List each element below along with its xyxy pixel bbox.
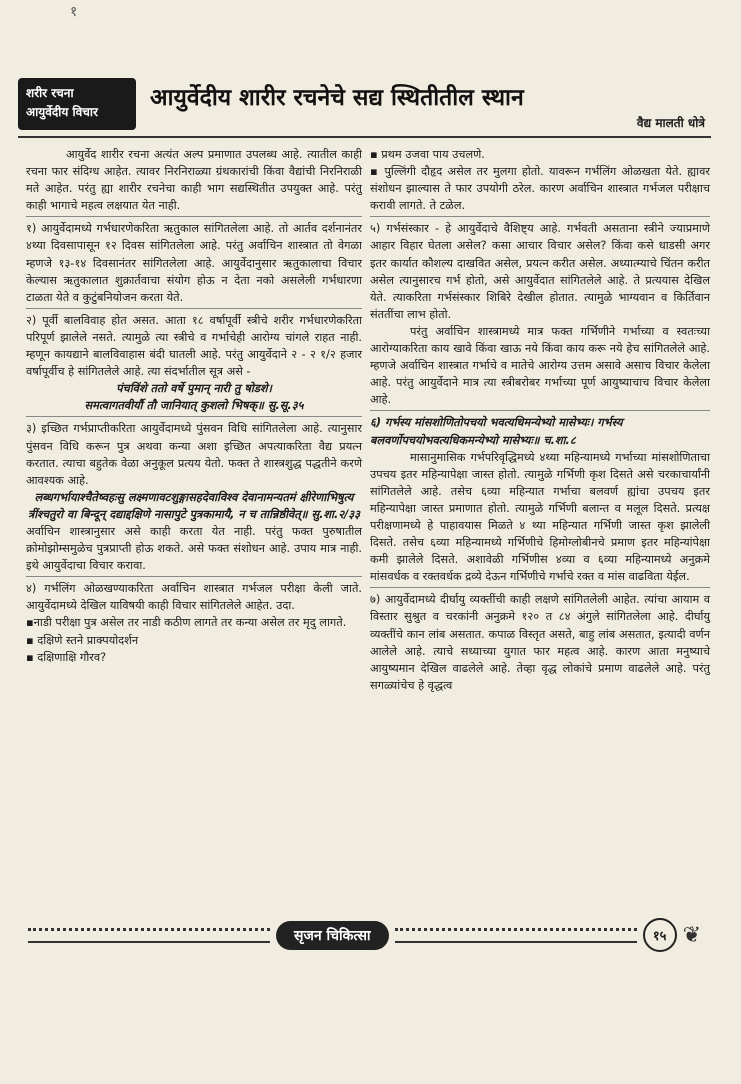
sanskrit-verse: समत्वागतवीर्यौ तौ जानियात् कुशलो भिषक्॥ सु.सू.३५ [84, 399, 304, 413]
section-divider [370, 587, 710, 588]
paragraph: ४) गर्भलिंग ओळखण्याकरिता अर्वाचिन शास्त्रात गर्भजल परीक्षा केली जाते. आयुर्वेदामध्ये देखिल याविषयी काही विचार सांगितलेले आहेत. उदा. [26, 582, 362, 613]
footer-ornament-right [395, 928, 637, 943]
paragraph: ७) आयुर्वेदामध्ये दीर्घायु व्यक्तींची काही लक्षणे सांगितलेली आहेत. त्यांचा आयाम व विस्तार सुश्रुत व चरकांनी अनुक्रमे १२० त ८४ अंगुले सांगितलेला आहे. दीर्घायु व्यक्तींचे कान लांब असतात. कपाळ विस्तृत असते, बाहु लांब असतात, इत्यादी वर्णन आलेले आहे. त्याचे सध्याच्या युगात फार महत्व आहे. कारण आता मनुष्याचे आयुष्यमान देखिल वाढलेले आहे. तेव्हा वृद्ध लोकांचे प्रमाण वाढलेले आहे. परंतु सगळ्यांचेच हे वृद्धत्व [370, 593, 710, 692]
paragraph: ▪ पुल्लिंगी दौहृद असेल तर मुलगा होतो. यावरून गर्भलिंग ओळखता येते. ह्यावर संशोधन झाल्यास ते फार उपयोगी ठरेल. कारण अर्वाचिन शास्त्रात गर्भजल परीक्षाच करावी लागते. ते टळेल. [370, 165, 710, 213]
leaf-icon: ❦ [682, 922, 702, 948]
section-divider [370, 410, 710, 411]
paragraph: ▪ दक्षिणे स्तने प्राक्पयोदर्शन [26, 633, 139, 647]
paragraph: आयुर्वेद शारीर रचना अत्यंत अल्प प्रमाणात उपलब्ध आहे. त्यातील काही रचना फार संदिग्ध आहेत. त्यावर निरनिराळ्या ग्रंथकारांची किंवा वैद्यांची निरनिराळी मते आहेत. परंतु ह्या शारीर रचनेचा काही भाग सद्यस्थितीत उपयुक्त आहे. परंतु काही भागाचे महत्व लक्षयात येत नाही. [26, 148, 362, 213]
section-divider [26, 308, 362, 309]
paragraph: ▪ प्रथम उजवा पाय उचलणे. [370, 148, 485, 161]
page-number: १५ [643, 918, 677, 952]
paragraph: २) पूर्वी बालविवाह होत असत. आता १८ वर्षापूर्वी स्त्रीचे शरीर गर्भधारणेकरिता परिपूर्ण झालेले नसते. त्यामुळे त्या स्त्रीचे व गर्भाचेही आरोग्य चांगले राहत नाही. म्हणून कायद्याने बालविवाहास बंदी घातली आहे. परंतु आयुर्वेदाने २ - २ १/२ हजार वर्षापूर्वीच हे सांगितलेले आहे. त्या संदर्भातील सूत्र असे - [26, 313, 362, 379]
footer-ornament-left [28, 928, 270, 943]
right-column [370, 146, 710, 694]
section-tag-line-1: शरीर रचना [26, 86, 74, 100]
paragraph: अर्वाचिन शास्त्रानुसार असे काही करता येत नाही. परंतु फक्त पुरुषातील क्रोमोझोम्समुळेच पुत्रप्राप्ती होऊ शकते. असे फक्त संशोधन आहे. उपाय मात्र नाही. इथे आयुर्वेदाचा विचार करावा. [26, 524, 362, 573]
author-name: वैद्य मालती धोत्रे [636, 116, 705, 130]
paragraph: १) आयुर्वेदामध्ये गर्भधारणेकरिता ऋतुकाल सांगितलेला आहे. तो आर्तव दर्शनानंतर ४थ्या दिवसापासून १२ दिवस सांगितलेला आहे. परंतु अर्वाचिन शास्त्रात तो वेगळा म्हणजे १३-१४ दिवसानंतर सांगितलेला आहे. आयुर्वेदानुसार ऋतुकालाचा विचार केल्यास ऋतुकालात शुक्रार्तवाचा संयोग होऊ न देता नको असलेली गर्भधारणा टाळता येते व कुटुंबनियोजन करता येते. [26, 222, 362, 304]
section-divider [26, 576, 362, 577]
section-divider [26, 216, 362, 217]
page-mark: १ [70, 4, 78, 20]
paragraph: ▪नाडी परीक्षा पुत्र असेल तर नाडी कठीण लागते तर कन्या असेल तर मृदु लागते. [26, 616, 347, 630]
paragraph: ३) इच्छित गर्भप्राप्तीकरिता आयुर्वेदामध्ये पुंसवन विधि सांगितलेला आहे. त्यानुसार पुंसवन विधि करून पुत्र अथवा कन्या अशा इच्छित अपत्याकरिता वैद्य प्रयत्न करतात. त्याचा बहुतेक वेळा अनुकूल प्रत्यय येतो. फक्त ते शास्त्रशुद्ध पद्धतीने करणे आवश्यक आहे. [26, 422, 362, 487]
paragraph: परंतु अर्वाचिन शास्त्रामध्ये मात्र फक्त गर्भिणीने गर्भाच्या व स्वतःच्या आरोग्याकरिता काय खावे किंवा खाऊ नये किंवा काय करू नये हेच सांगितलेले आहे. म्हणजे अर्वाचिन शास्त्रात गर्भाचे व मातेचे आरोग्य उत्तम असावे असाच विचार केलेला आहे. परंतु आयुर्वेदाने मात्र त्या स्त्रीबरोबर गर्भाच्या पूर्ण आयुष्याचाच विचार केलेला आहे. [370, 324, 710, 407]
paragraph: ५) गर्भसंस्कार - हे आयुर्वेदाचे वैशिष्ट्य आहे. गर्भवती असताना स्त्रीने ज्याप्रमाणे आहार विहार घेतला असेल? कसा आचार विचार असेल? किंवा कसे धाडसी अगर इतर कार्यात कौशल्य दाखवित असेल, प्रयत्न करीत असेल. अध्यात्म्याचे चिंतन करीत असेल त्यानुसारच गर्भ होतो, असे आयुर्वेदात सांगितलेले आहे. ते प्रत्ययास देखिल येते. त्याकरिता गर्भसंस्कार शिबिरे देखील होतात. त्यामुळे भाग्यवान व किर्तिवान संततींचा लाभ होतो. [370, 222, 710, 321]
header-rule [18, 136, 711, 138]
magazine-name: सृजन चिकित्सा [276, 921, 388, 950]
left-column [26, 146, 362, 666]
section-tag [18, 78, 136, 130]
sanskrit-verse: पंचविंशे ततो वर्षे पुमान् नारी तु षोडशे। [116, 382, 272, 396]
article-title: आयुर्वेदीय शारीर रचनेचे सद्य स्थितीतील स्थान [150, 85, 524, 111]
page-footer [28, 918, 701, 952]
section-divider [26, 416, 362, 417]
paragraph: मासानुमासिक गर्भपरिवृद्धिमध्ये ४थ्या महिन्यामध्ये गर्भाच्या मांसशोणिताचा उपचय इतर महिन्यापेक्षा जास्त होतो. त्यामुळे गर्भिणी कृश दिसते असे चरकाचार्यांनी सांगितलेले आहे. तसेच ६व्या महिन्यात गर्भाचा बलवर्ण ह्यांचा उपचय इतर महिन्यापेक्षा जास्त प्रमाणात होतो. त्यामुळे गर्भिणी बलान्त व मलूल दिसते. प्रत्यक्ष परीक्षणामध्ये हे पाहावयास मिळते ४ थ्या महिन्यात गर्भिणी जास्त कृश झालेली दिसते. तसेच ६व्या महिन्यामध्ये गर्भिणीचे हिमोग्लोबीनचे प्रमाण इतर महिन्यांपेक्षा कमी झालेले दिसते. अशावेळी गर्भिणीस ४व्या व ६व्या महिन्यामध्ये अनुक्रमे मांसवर्धक व रक्तवर्धक द्रव्ये देऊन गर्भिणीचे गर्भाचे रक्त व मांस वाढविता येईल. [370, 450, 710, 584]
section-divider [370, 216, 710, 217]
section-tag-line-2: आयुर्वेदीय विचार [26, 105, 98, 119]
sanskrit-verse: ६) गर्भस्य मांसशोणितोपचयो भवत्यधिमन्येभ्यो मासेभ्यः। गर्भस्य बलवर्णोपचयोभवत्यधिकमन्येभ्यो मासेभ्यः॥ च.शा.८ [370, 416, 623, 447]
paragraph: ▪ दक्षिणाक्षि गौरव? [26, 650, 107, 664]
sanskrit-verse: लब्धगर्भायाश्चैतेष्वहःसु लक्ष्मणावटशुङ्गासहदेवाविश्व देवानामन्यतमं क्षीरेणाभिषुत्य त्रींश्चतुरो वा बिन्दून् दद्याद्दक्षिणे नासापुटे पुत्रकामायै, न च तान्निष्ठीवेत्॥ सु.शा.२/३३ [27, 490, 361, 521]
